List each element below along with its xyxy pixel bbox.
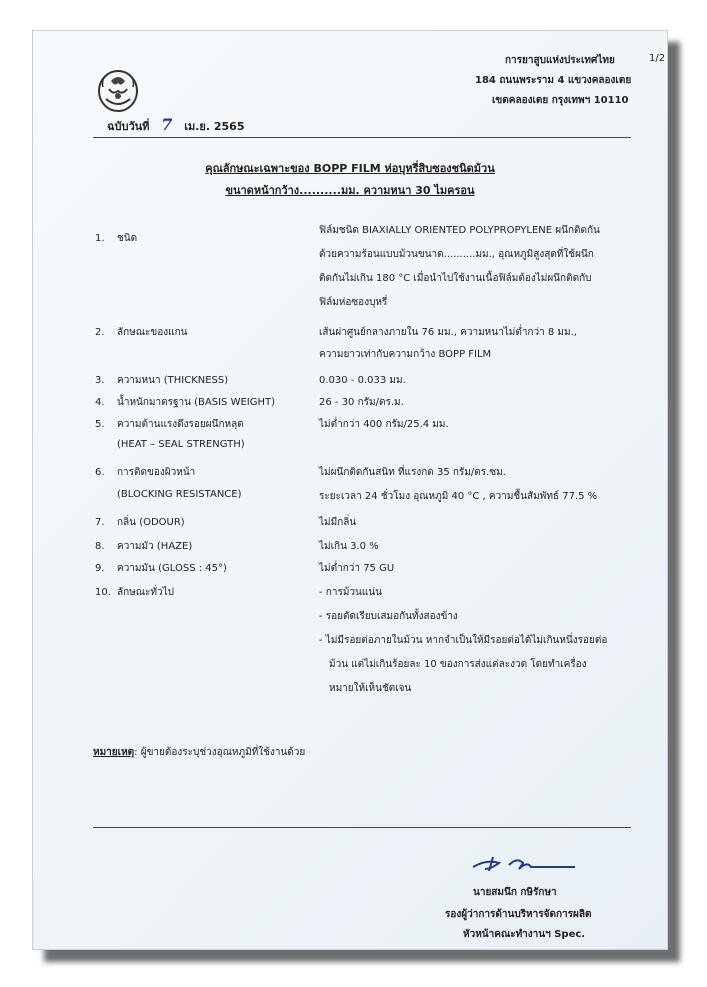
spec-1-label: 1. ชนิด — [95, 233, 138, 244]
spec-9-label: 9. ความมัน (GLOSS : 45°) — [95, 563, 227, 574]
note — [93, 745, 305, 760]
note-label: หมายเหตุ — [93, 747, 135, 758]
spec-4-value: 26 - 30 กรัม/ตร.ม. — [319, 397, 404, 408]
issue-date — [107, 115, 245, 135]
spec-10-value-line-2: - รอยตัดเรียบเสมอกันทั้งสองข้าง — [319, 611, 458, 622]
spec-7-value: ไม่มีกลิ่น — [319, 517, 357, 528]
spec-6-label-english: (BLOCKING RESISTANCE) — [117, 489, 242, 500]
document-page — [32, 30, 668, 950]
issue-label: ฉบับวันที่ — [107, 120, 150, 133]
tobacco-authority-logo-icon — [97, 69, 139, 113]
spec-5-value: ไม่ต่ำกว่า 400 กรัม/25.4 มม. — [319, 419, 449, 430]
spec-10-value-line-4: ม้วน แต่ไม่เกินร้อยละ 10 ของการส่งแต่ละงวด โดยทำเครื่อง — [329, 659, 587, 670]
spec-1-value-line-3: ติดกันไม่เกิน 180 °C เมื่อนำไปใช้งานเนื้อฟิล์มต้องไม่ผนึกติดกับ — [319, 273, 592, 284]
spec-2-value-line-1: เส้นผ่าศูนย์กลางภายใน 76 มม., ความหนาไม่ต่ำกว่า 8 มม., — [319, 327, 577, 338]
signer-role: หัวหน้าคณะทำงานฯ Spec. — [463, 929, 586, 940]
spec-2-value-line-2: ความยาวเท่ากับความกว้าง BOPP FILM — [319, 349, 492, 360]
header-divider — [93, 137, 631, 138]
signer-position: รองผู้ว่าการด้านบริหารจัดการผลิต — [445, 909, 592, 920]
issue-day: 7 — [161, 115, 173, 134]
footer-divider — [93, 827, 631, 828]
spec-10-value-line-5: หมายให้เห็นชัดเจน — [329, 683, 412, 694]
spec-3-value: 0.030 - 0.033 มม. — [319, 375, 406, 386]
signature-scribble-icon — [469, 849, 579, 875]
spec-6-label: 6. การติดของผิวหน้า — [95, 467, 196, 478]
spec-5-label-english: (HEAT – SEAL STRENGTH) — [117, 439, 245, 450]
title-line-2: ขนาดหน้ากว้าง..........มม. ความหนา 30 ไมครอน — [225, 184, 475, 197]
spec-1-value-line-1: ฟิล์มชนิด BIAXIALLY ORIENTED POLYPROPYLENE ผนึกติดกัน — [319, 225, 600, 236]
spec-2-label: 2. ลักษณะของแกน — [95, 327, 188, 338]
spec-3-label: 3. ความหนา (THICKNESS) — [95, 375, 229, 386]
spec-6-value-line-1: ไม่ผนึกติดกันสนิท ที่แรงกด 35 กรัม/ตร.ซม. — [319, 467, 506, 478]
note-text: : ผู้ขายต้องระบุช่วงอุณหภูมิที่ใช้งานด้วย — [134, 747, 306, 758]
spec-10-value-line-1: - การม้วนแน่น — [319, 587, 382, 598]
spec-6-value-line-2: ระยะเวลา 24 ชั่วโมง อุณหภูมิ 40 °C , ความชื้นสัมพัทธ์ 77.5 % — [319, 491, 598, 502]
title-line-1: คุณลักษณะเฉพาะของ BOPP FILM ห่อบุหรี่สิบซองชนิดม้วน — [205, 162, 495, 175]
spec-9-value: ไม่ต่ำกว่า 75 GU — [319, 563, 395, 574]
address-line-2: เขตคลองเตย กรุงเทพฯ 10110 — [492, 95, 629, 106]
spec-5-label: 5. ความต้านแรงดึงรอยผนึกหลุด — [95, 419, 244, 430]
spec-10-label: 10. ลักษณะทั่วไป — [95, 587, 175, 598]
spec-1-value-line-2: ด้วยความร้อนแบบม้วนขนาด..........มม., อุณหภูมิสูงสุดที่ใช้ผนึก — [319, 249, 594, 260]
spec-1-value-line-4: ฟิล์มห่อซองบุหรี่ — [319, 297, 388, 308]
spec-4-label: 4. น้ำหนักมาตรฐาน (BASIS WEIGHT) — [95, 397, 276, 408]
spec-7-label: 7. กลิ่น (ODOUR) — [95, 517, 185, 528]
spec-10-value-line-3: - ไม่มีรอยต่อภายในม้วน หากจำเป็นให้มีรอยต่อได้ไม่เกินหนึ่งรอยต่อ — [319, 635, 608, 646]
page-number: 1/2 — [649, 53, 666, 64]
spec-8-label: 8. ความมัว (HAZE) — [95, 541, 193, 552]
org-name: การยาสูบแห่งประเทศไทย — [505, 55, 615, 66]
signer-name: นายสมนึก กษิรักษา — [473, 887, 557, 898]
spec-8-value: ไม่เกิน 3.0 % — [319, 541, 379, 552]
address-line-1: 184 ถนนพระราม 4 แขวงคลองเตย — [475, 75, 632, 86]
issue-month-year: เม.ย. 2565 — [184, 120, 245, 133]
